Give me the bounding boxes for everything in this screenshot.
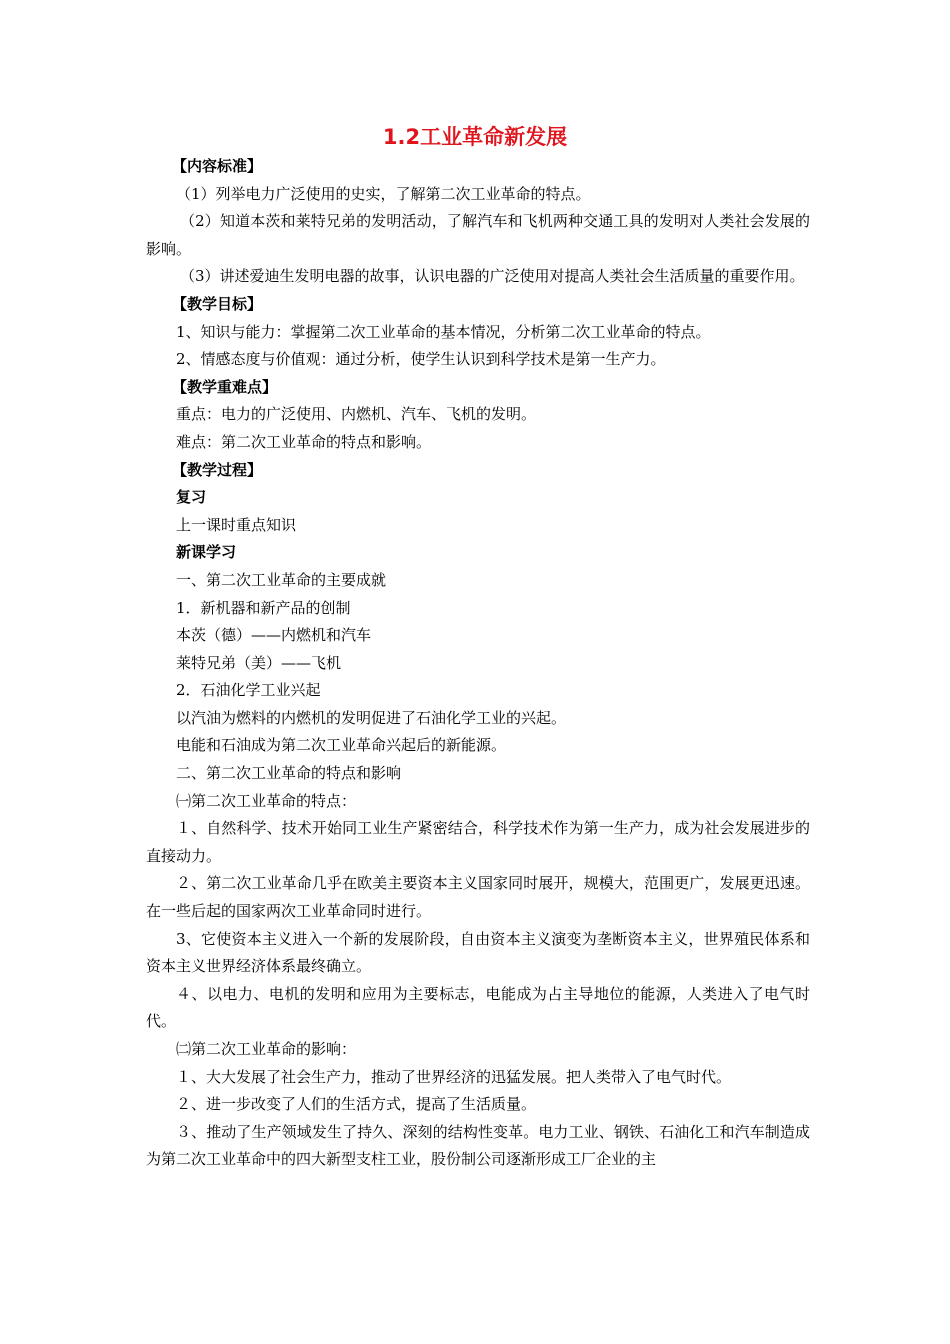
paragraph: （1）列举电力广泛使用的史实，了解第二次工业革命的特点。 [176, 184, 591, 203]
paragraph: （2）知道本茨和莱特兄弟的发明活动，了解汽车和飞机两种交通工具的发明对人类社会发展的影响。 [146, 212, 810, 258]
paragraph: 1．新机器和新产品的创制 [176, 598, 351, 617]
paragraph: 1、知识与能力：掌握第二次工业革命的基本情况，分析第二次工业革命的特点。 [176, 322, 711, 341]
document-body [146, 153, 810, 1174]
section-heading-goals: 【教学目标】 [172, 294, 263, 313]
paragraph: 难点：第二次工业革命的特点和影响。 [176, 432, 432, 451]
paragraph: 电能和石油成为第二次工业革命兴起后的新能源。 [176, 736, 507, 755]
paragraph: 重点：电力的广泛使用、内燃机、汽车、飞机的发明。 [176, 405, 537, 424]
paragraph: １、自然科学、技术开始同工业生产紧密结合，科学技术作为第一生产力，成为社会发展进步的直接动力。 [146, 819, 810, 865]
subheading-review: 复习 [176, 488, 207, 507]
paragraph: 3、它使资本主义进入一个新的发展阶段，自由资本主义演变为垄断资本主义，世界殖民体系和资本主义世界经济体系最终确立。 [146, 929, 810, 976]
paragraph: 本茨（德）——内燃机和汽车 [176, 626, 372, 645]
paragraph: １、大大发展了社会生产力，推动了世界经济的迅猛发展。把人类带入了电气时代。 [176, 1067, 732, 1086]
subheading-new-lesson: 新课学习 [176, 543, 237, 562]
section-heading-process: 【教学过程】 [172, 460, 263, 479]
paragraph: ２、进一步改变了人们的生活方式，提高了生活质量。 [176, 1095, 537, 1114]
paragraph: ４、以电力、电机的发明和应用为主要标志，电能成为占主导地位的能源，人类进入了电气时代。 [146, 984, 810, 1031]
paragraph: 一、第二次工业革命的主要成就 [176, 570, 387, 589]
page-title: 1.2工业革命新发展 [382, 125, 568, 149]
paragraph: 2．石油化学工业兴起 [176, 681, 321, 700]
section-heading-standard: 【内容标准】 [172, 157, 263, 175]
paragraph: ２、第二次工业革命几乎在欧美主要资本主义国家同时展开，规模大，范围更广，发展更迅速。在一些后起的国家两次工业革命同时进行。 [146, 874, 810, 921]
paragraph: ３、推动了生产领域发生了持久、深刻的结构性变革。电力工业、钢铁、石油化工和汽车制造成为第二次工业革命中的四大新型支柱工业，股份制公司逐渐形成工厂企业的主 [146, 1122, 810, 1169]
paragraph: ㈠第二次工业革命的特点： [176, 791, 357, 810]
paragraph: （3）讲述爱迪生发明电器的故事，认识电器的广泛使用对提高人类社会生活质量的重要作用。 [180, 267, 805, 286]
section-heading-key-points: 【教学重难点】 [172, 377, 278, 396]
paragraph: 上一课时重点知识 [176, 515, 297, 534]
paragraph: ㈡第二次工业革命的影响： [176, 1040, 357, 1058]
paragraph: 二、第二次工业革命的特点和影响 [176, 764, 402, 783]
paragraph: 2、情感态度与价值观：通过分析，使学生认识到科学技术是第一生产力。 [176, 350, 666, 369]
paragraph: 以汽油为燃料的内燃机的发明促进了石油化学工业的兴起。 [176, 708, 567, 727]
paragraph: 莱特兄弟（美）——飞机 [176, 653, 342, 672]
